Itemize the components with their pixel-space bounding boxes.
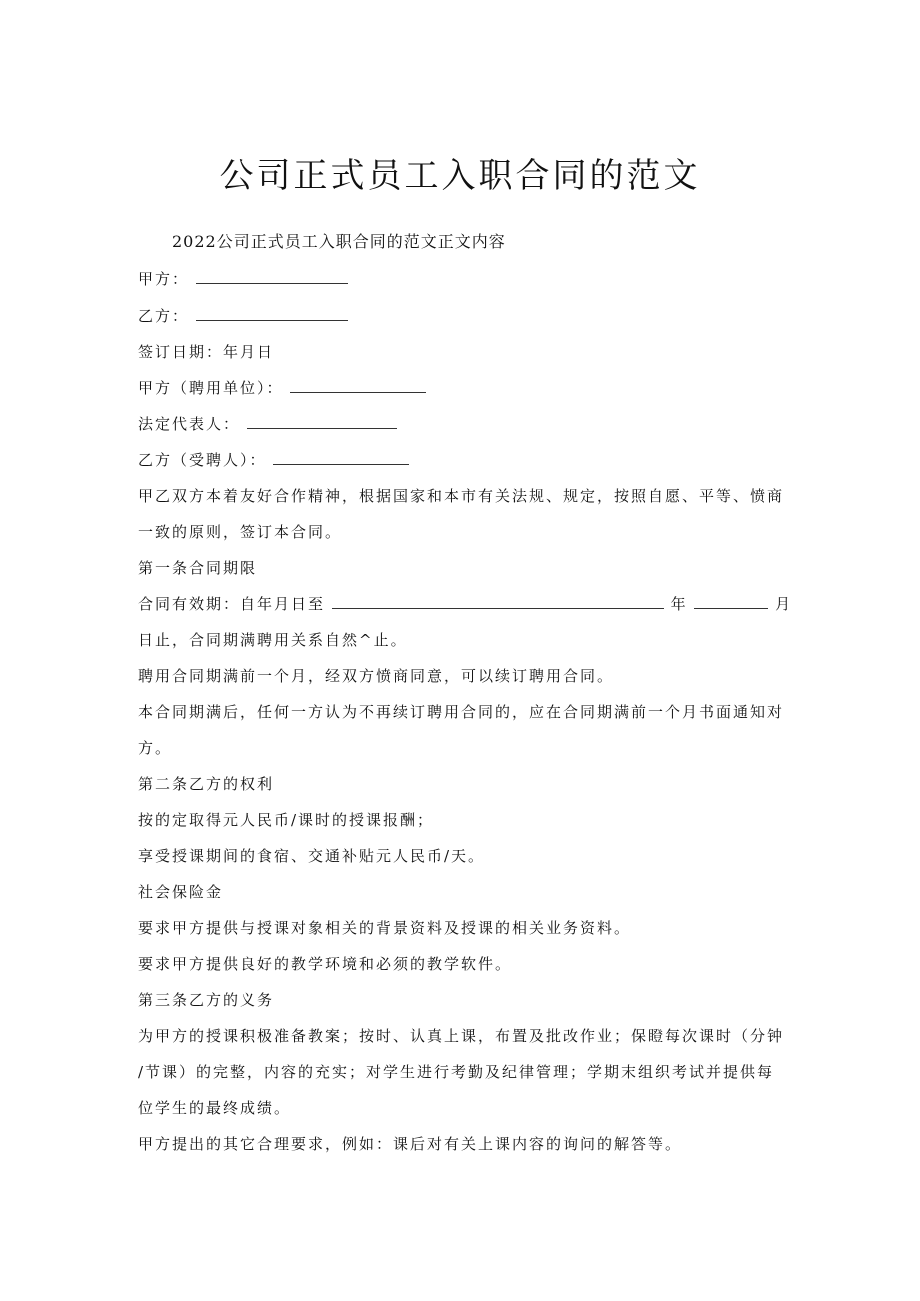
- right-item-4: 要求甲方提供与授课对象相关的背景资料及授课的相关业务资料。: [138, 919, 632, 937]
- party-b-blank[interactable]: [196, 306, 348, 321]
- intro-paragraph-line1: 甲乙双方本着友好合作精神，根据国家和本市有关法规、规定，按照自愿、平等、愤商: [138, 487, 785, 505]
- legal-rep-blank[interactable]: [247, 414, 397, 429]
- party-a-unit-blank[interactable]: [290, 378, 426, 393]
- right-item-5: 要求甲方提供良好的教学环境和必须的教学软件。: [138, 955, 513, 973]
- legal-rep-label: 法定代表人：: [138, 415, 241, 433]
- validity-month-blank[interactable]: [694, 594, 768, 609]
- right-item-2: 享受授课期间的食宿、交通补贴元人民币/天。: [138, 847, 486, 865]
- renew-paragraph: 聘用合同期满前一个月，经双方愤商同意，可以续订聘用合同。: [138, 667, 615, 685]
- party-b-hired-line: [138, 449, 409, 470]
- notice-paragraph-line1: 本合同期满后，任何一方认为不再续订聘用合同的，应在合同期满前一个月书面通知对: [138, 703, 785, 721]
- party-a-line: [138, 268, 348, 289]
- party-a-unit-line: [138, 377, 426, 398]
- party-b-label: 乙方：: [138, 307, 190, 325]
- party-b-line: [138, 305, 348, 326]
- validity-prefix: 合同有效期：自年月日至: [138, 595, 326, 613]
- party-a-unit-label: 甲方（聘用单位）：: [138, 379, 284, 397]
- article1-heading: 第一条合同期限: [138, 559, 258, 577]
- document-subtitle: 2022公司正式员工入职合同的范文正文内容: [172, 232, 506, 251]
- article3-heading: 第三条乙方的义务: [138, 991, 275, 1009]
- validity-end-blank[interactable]: [332, 594, 664, 609]
- duty-extra: 甲方提出的其它合理要求，例如：课后对有关上课内容的询问的解答等。: [138, 1135, 683, 1153]
- right-item-3: 社会保险金: [138, 883, 224, 901]
- right-item-1: 按的定取得元人民币/课时的授课报酬；: [138, 811, 435, 829]
- party-a-label: 甲方：: [138, 270, 190, 288]
- article2-heading: 第二条乙方的权利: [138, 775, 275, 793]
- notice-paragraph-line2: 方。: [138, 739, 173, 757]
- party-a-blank[interactable]: [196, 269, 348, 284]
- intro-paragraph-line2: 一致的原则，签订本合同。: [138, 523, 343, 541]
- validity-line: [138, 593, 792, 614]
- validity-line2: 日止，合同期满聘用关系自然^止。: [138, 631, 408, 649]
- party-b-hired-blank[interactable]: [273, 450, 409, 465]
- duty-paragraph-line1: 为甲方的授课积极准备教案；按时、认真上课，布置及批改作业；保瞪每次课时（分钟: [138, 1027, 785, 1045]
- duty-paragraph-line3: 位学生的最终成绩。: [138, 1099, 292, 1117]
- legal-rep-line: [138, 413, 397, 434]
- validity-month: 月: [775, 595, 793, 613]
- party-b-hired-label: 乙方（受聘人）：: [138, 451, 267, 469]
- document-title: 公司正式员工入职合同的范文: [219, 156, 701, 196]
- validity-year: 年: [670, 595, 688, 613]
- duty-paragraph-line2: /节课）的完整，内容的充实；对学生进行考勤及纪律管理；学期末组织考试并提供每: [138, 1063, 775, 1081]
- sign-date: 签订日期：年月日: [138, 343, 275, 361]
